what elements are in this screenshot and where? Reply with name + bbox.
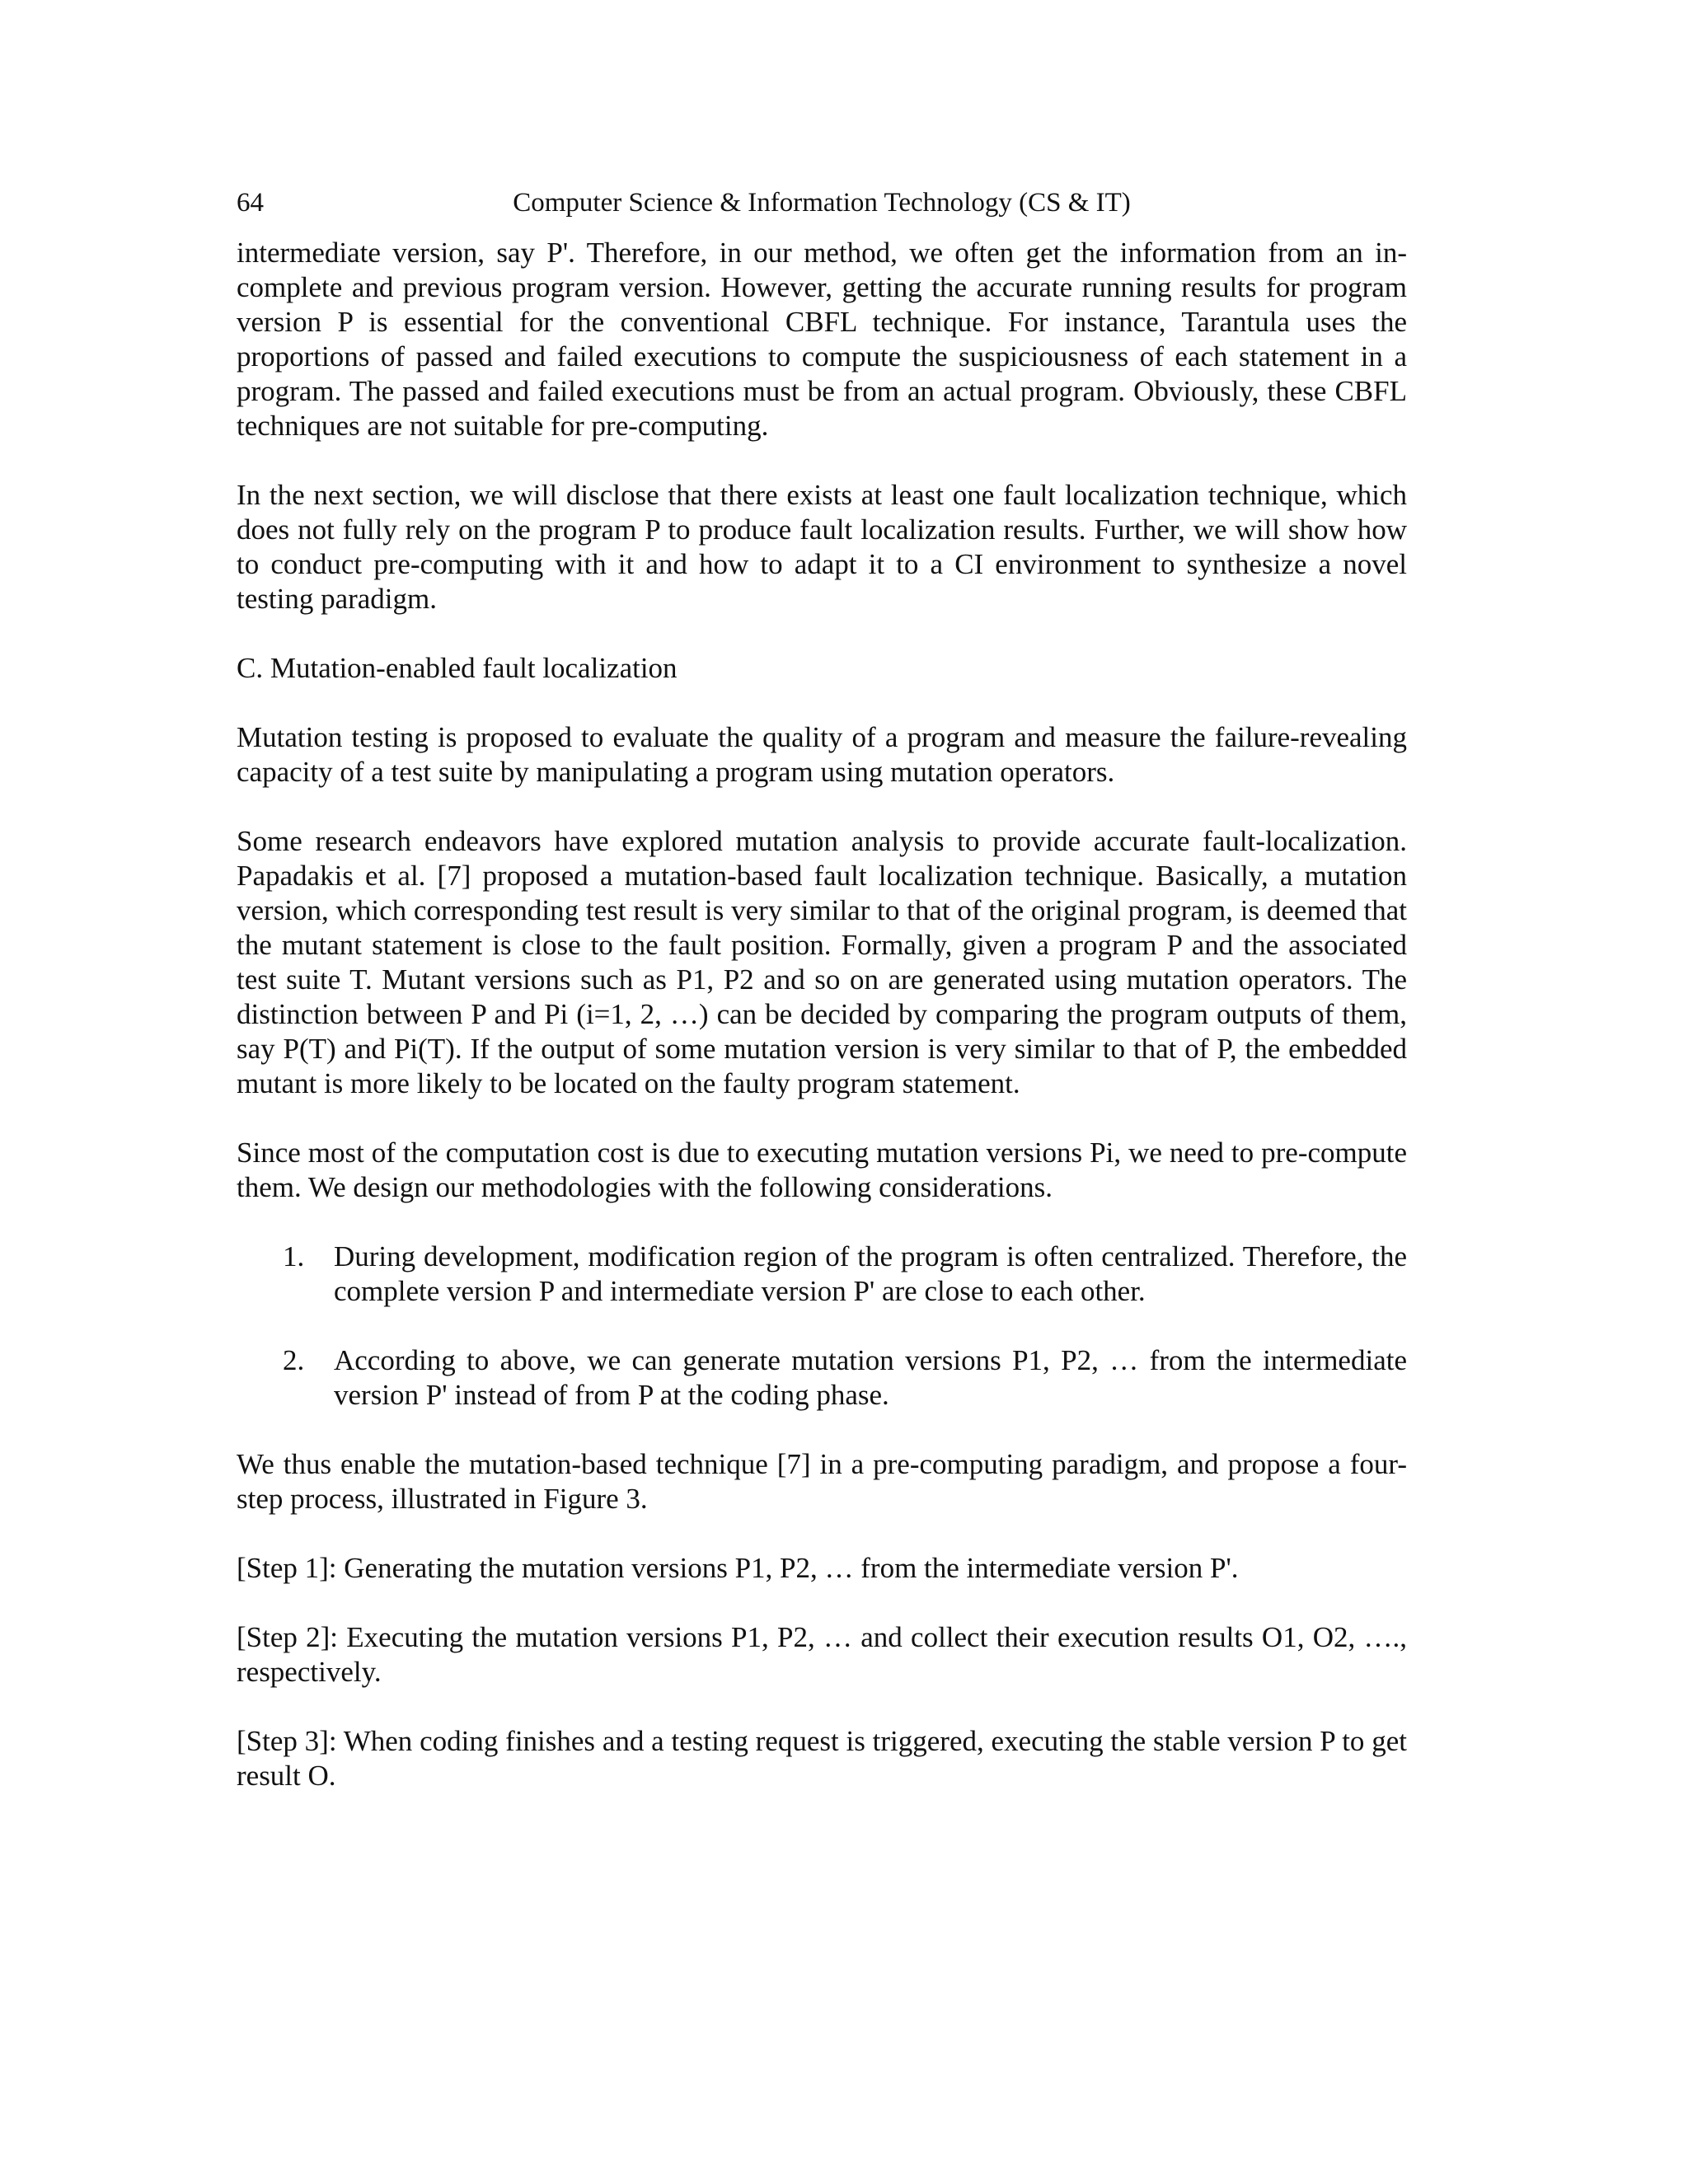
step-1: [Step 1]: Generating the mutation versions P1, P2, … from the intermediate version P'. (237, 1552, 1239, 1584)
list-marker: 2. (283, 1344, 305, 1376)
paragraph-mutation-fault-localization: Some research endeavors have explored mutation analysis to provide accurate fault-localization. Papadakis et al. [7] proposed a mutation-based fault localization technique. Basically, a mutation version, which corresponding test result is very similar to that of the original program, is deemed that the mutant statement is close to the fault position. Formally, given a program P and the associated test suite T. Mutant versions such as P1, P2 and so on are generated using mutation operators. The distinction between P and Pi (i=1, 2, …) can be decided by comparing the program outputs of them, say P(T) and Pi(T). If the output of some mutation version is very similar to that of P, the embedded mutant is more likely to be located on the faulty program statement. (237, 825, 1407, 1099)
list-item (237, 1343, 1407, 1413)
list-marker: 1. (283, 1240, 305, 1272)
paragraph-mutation-testing: Mutation testing is proposed to evaluate the quality of a program and measure the failure-revealing capacity of a test suite by manipulating a program using mutation operators. (237, 721, 1407, 788)
paragraph-four-step-process: We thus enable the mutation-based technique [7] in a pre-computing paradigm, and propose a four-step process, illustrated in Figure 3. (237, 1448, 1407, 1515)
section-heading: C. Mutation-enabled fault localization (237, 652, 678, 684)
page-header (237, 183, 1407, 223)
paragraph-cbfl-limitations: intermediate version, say P'. Therefore, in our method, we often get the information from an in-complete and previous program version. However, getting the accurate running results for program version P is essential for the conventional CBFL technique. For instance, Tarantula uses the proportions of passed and failed executions to compute the suspiciousness of each statement in a program. The passed and failed executions must be from an actual program. Obviously, these CBFL techniques are not suitable for pre-computing. (237, 237, 1407, 442)
step-2: [Step 2]: Executing the mutation versions P1, P2, … and collect their execution results O1, O2, …., respectively. (237, 1621, 1407, 1688)
step-3: [Step 3]: When coding finishes and a testing request is triggered, executing the stable version P to get result O. (237, 1725, 1407, 1792)
list-item-text: According to above, we can generate mutation versions P1, P2, … from the intermediate version P' instead of from P at the coding phase. (334, 1344, 1407, 1411)
running-head: Computer Science & Information Technology (CS & IT) (513, 188, 1131, 218)
list-item (237, 1240, 1407, 1309)
paragraph-computation-cost: Since most of the computation cost is due to executing mutation versions Pi, we need to pre-compute them. We design our methodologies with the following considerations. (237, 1137, 1407, 1203)
considerations-list (237, 1240, 1407, 1413)
body-text (237, 236, 1407, 1828)
list-item-text: During development, modification region of the program is often centralized. Therefore, the complete version P and intermediate version P' are close to each other. (334, 1240, 1407, 1307)
paragraph-next-section: In the next section, we will disclose that there exists at least one fault localization technique, which does not fully rely on the program P to produce fault localization results. Further, we will show how to conduct pre-computing with it and how to adapt it to a CI environment to synthesize a novel testing paradigm. (237, 479, 1407, 615)
page-number: 64 (237, 188, 264, 218)
